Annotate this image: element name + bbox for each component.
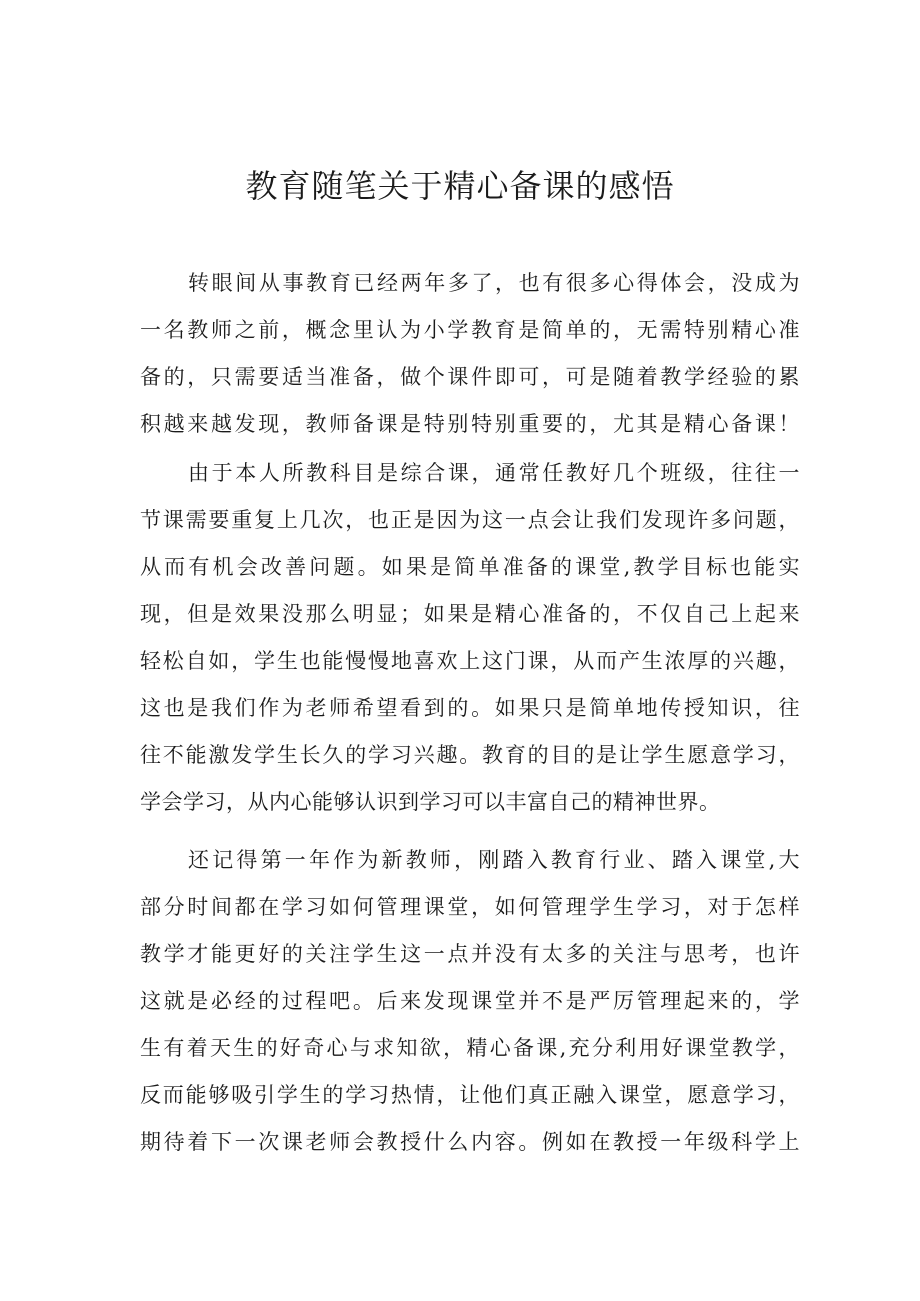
text-line: 一名教师之前，概念里认为小学教育是简单的，无需特别精心准 — [140, 318, 800, 342]
text-line: 积越来越发现，教师备课是特别特别重要的，尤其是精心备课！ — [140, 412, 800, 436]
text-line: 由于本人所教科目是综合课，通常任教好几个班级，往往一 — [188, 461, 800, 485]
text-line: 反而能够吸引学生的学习热情，让他们真正融入课堂，愿意学习， — [140, 1083, 800, 1107]
text-line: 还记得第一年作为新教师，刚踏入教育行业、踏入课堂,大 — [188, 848, 800, 872]
document-title: 教育随笔关于精心备课的感悟 — [245, 167, 675, 205]
text-line: 学会学习，从内心能够认识到学习可以丰富自己的精神世界。 — [140, 790, 721, 814]
text-line: 备的，只需要适当准备，做个课件即可，可是随着教学经验的累 — [140, 365, 800, 389]
text-line: 部分时间都在学习如何管理课堂，如何管理学生学习，对于怎样 — [140, 895, 800, 919]
text-line: 生有着天生的好奇心与求知欲，精心备课,充分利用好课堂教学， — [140, 1036, 800, 1060]
text-line: 这也是我们作为老师希望看到的。如果只是简单地传授知识，往 — [140, 696, 800, 720]
text-line: 转眼间从事教育已经两年多了，也有很多心得体会，没成为 — [188, 271, 800, 295]
text-line: 节课需要重复上几次，也正是因为这一点会让我们发现许多问题， — [140, 508, 800, 532]
text-line: 轻松自如，学生也能慢慢地喜欢上这门课，从而产生浓厚的兴趣， — [140, 649, 800, 673]
text-line: 往不能激发学生长久的学习兴趣。教育的目的是让学生愿意学习， — [140, 743, 800, 767]
text-line: 这就是必经的过程吧。后来发现课堂并不是严厉管理起来的，学 — [140, 989, 800, 1013]
text-line: 教学才能更好的关注学生这一点并没有太多的关注与思考，也许 — [140, 942, 800, 966]
text-line: 现，但是效果没那么明显；如果是精心准备的，不仅自己上起来 — [140, 602, 800, 626]
text-line: 从而有机会改善问题。如果是简单准备的课堂,教学目标也能实 — [140, 555, 800, 579]
text-line: 期待着下一次课老师会教授什么内容。例如在教授一年级科学上 — [140, 1130, 800, 1154]
